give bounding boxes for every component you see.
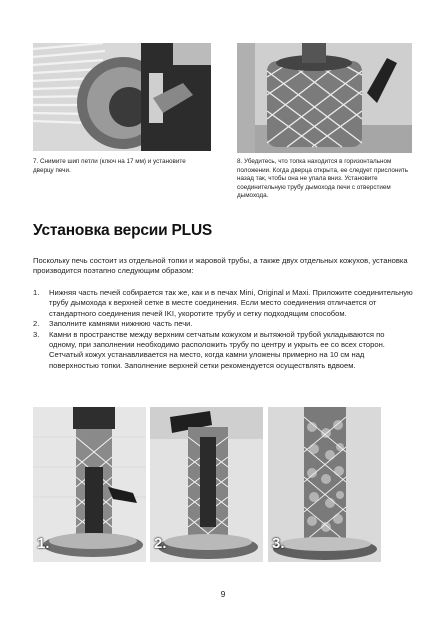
caption-step7: 7. Снимите шип петли (ключ на 17 мм) и установите дверцу печи.	[33, 158, 186, 174]
step-text: Заполните камнями нижнюю часть печи.	[49, 319, 193, 329]
intro-paragraph: Поскольку печь состоит из отдельной топки и жаровой трубы, а также двух отдельных кожухов, установка производится поэтапно следующим образом:	[33, 256, 408, 276]
step-text: Нижняя часть печей собирается так же, как и в печах Mini, Original и Maxi. Приложите соединительную трубу дымохода к верхней сетке в месте соединения. Если место соединения отличается от стандартного соединения печей IKI, укоротите трубу и сетку подходящим способом.	[49, 288, 413, 318]
step-number: 1.	[33, 288, 40, 297]
page-number: 9	[220, 589, 226, 599]
photo-label-1: 1.	[37, 535, 50, 552]
list-item	[33, 319, 413, 329]
install-steps-list	[33, 288, 413, 371]
photo-step7-door-hinge	[33, 43, 211, 151]
list-item	[33, 288, 413, 319]
photo-label-2: 2.	[154, 535, 167, 552]
step-text: Камни в пространстве между верхним сетчатым кожухом и вытяжной трубой укладываются по одному, при заполнении необходимо расположить трубу по центру и укрыть ее со всех сторон. Сетчатый кожух устанавливается на место, когда камни уложены примерно на 10 см над поверхностью топки. Заполнение верхней сетки рекомендуется осуществлять вдвоем.	[49, 329, 385, 370]
photo-label-3: 3.	[272, 535, 285, 552]
photo-step8-firebox	[237, 43, 412, 153]
step-number: 3.	[33, 329, 40, 339]
step-number: 2.	[33, 319, 40, 329]
list-item	[33, 330, 413, 372]
caption-step8: 8. Убедитесь, что топка находится в горизонтальном положении. Когда дверца открыта, ее следует прислонить назад так, чтобы она не упала вниз. Установите соединительную трубу дымохода печи с отверстием дымохода.	[237, 158, 409, 200]
section-title: Установка версии PLUS	[33, 222, 213, 239]
